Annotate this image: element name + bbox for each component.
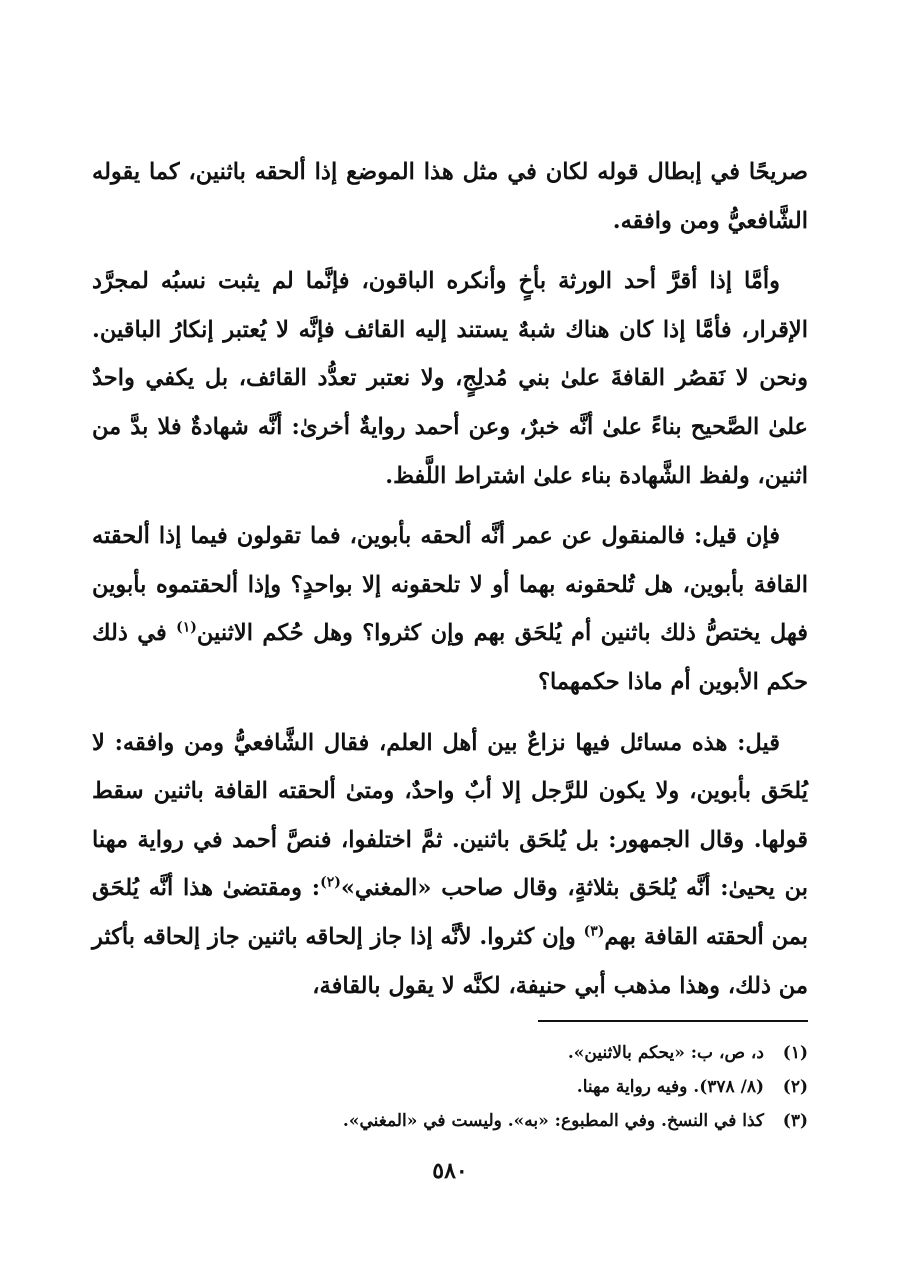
- footnote-number: (١): [782, 1043, 808, 1063]
- paragraph-text: : ومقتضىٰ هذا أنَّه يُلحَق بمن ألحقته القافة بهم: [92, 875, 808, 950]
- paragraph-text: في ذلك حكم الأبوين أم ماذا حكمهما؟: [92, 620, 808, 695]
- paragraph: [92, 148, 808, 245]
- paragraph: [92, 257, 808, 500]
- footnote-number: (٢): [782, 1077, 808, 1097]
- paragraph: [92, 512, 808, 706]
- paragraph-text: قيل: هذه مسائل فيها نزاعٌ بين أهل العلم، فقال الشَّافعيُّ ومن وافقه: لا يُلحَق بأبوين، ولا يكون للرَّجل إلا أبٌ واحدٌ، ومتىٰ ألحقته القافة باثنين سقط قولها. وقال الجمهور: بل يُلحَق باثنين. ثمَّ اختلفوا، فنصَّ أحمد في رواية مهنا بن يحيىٰ: أنَّه يُلحَق بثلاثةٍ، وقال صاحب «المغني»: [92, 729, 808, 902]
- paragraph-text: صريحًا في إبطال قوله لكان في مثل هذا الموضع إذا ألحقه باثنين، كما يقوله الشَّافعيُّ ومن وافقه.: [92, 159, 808, 234]
- footnotes-section: [92, 1036, 808, 1138]
- footnote-text: (٨/ ٣٧٨). وفيه رواية مهنا.: [576, 1077, 764, 1097]
- footnote-number: (٣): [782, 1111, 808, 1131]
- footnote-divider: [538, 1020, 808, 1022]
- footnote-item: [92, 1036, 808, 1070]
- paragraph-text: وأمَّا إذا أقرَّ أحد الورثة بأخٍ وأنكره الباقون، فإنَّما لم يثبت نسبُه لمجرَّد الإقرار، فأمَّا إذا كان هناك شبهٌ يستند إليه القائف فإنَّه لا يُعتبر إنكارُ الباقين. ونحن لا نَقصُر القافةَ علىٰ بني مُدلِجٍ، ولا نعتبر تعدُّد القائف، بل يكفي واحدٌ علىٰ الصَّحيح بناءً علىٰ أنَّه خبرٌ، وعن أحمد روايةٌ أخرىٰ: أنَّه شهادةٌ فلا بدَّ من اثنين، ولفظ الشَّهادة بناء علىٰ اشتراط اللَّفظ.: [92, 268, 808, 489]
- page-number: ٥٨٠: [432, 1158, 468, 1184]
- footnote-marker[interactable]: (٢): [320, 874, 341, 891]
- paragraph-text: وإن كثروا. لأنَّه إذا جاز إلحاقه باثنين جاز إلحاقه بأكثر من ذلك، وهذا مذهب أبي حنيفة، لكنَّه لا يقول بالقافة،: [92, 923, 808, 999]
- footnote-item: [92, 1104, 808, 1138]
- footnote-text: كذا في النسخ. وفي المطبوع: «به». وليست في «المغني».: [342, 1111, 764, 1131]
- paragraph-text: فإن قيل: فالمنقول عن عمر أنَّه ألحقه بأبوين، فما تقولون فيما إذا ألحقته القافة بأبوين، هل تُلحقونه بهما أو لا تلحقونه إلا بواحدٍ؟ وإذا ألحقتموه بأبوين فهل يختصُّ ذلك باثنين أم يُلحَق بهم وإن كثروا؟ وهل حُكم الاثنين: [92, 523, 809, 647]
- main-text: [92, 148, 808, 1022]
- footnote-item: [92, 1070, 808, 1104]
- footnote-text: د، ص، ب: «يحكم بالاثنين».: [567, 1043, 764, 1063]
- footnote-marker[interactable]: (٣): [583, 923, 605, 940]
- footnote-marker[interactable]: (١): [176, 619, 197, 636]
- paragraph: [92, 719, 808, 1011]
